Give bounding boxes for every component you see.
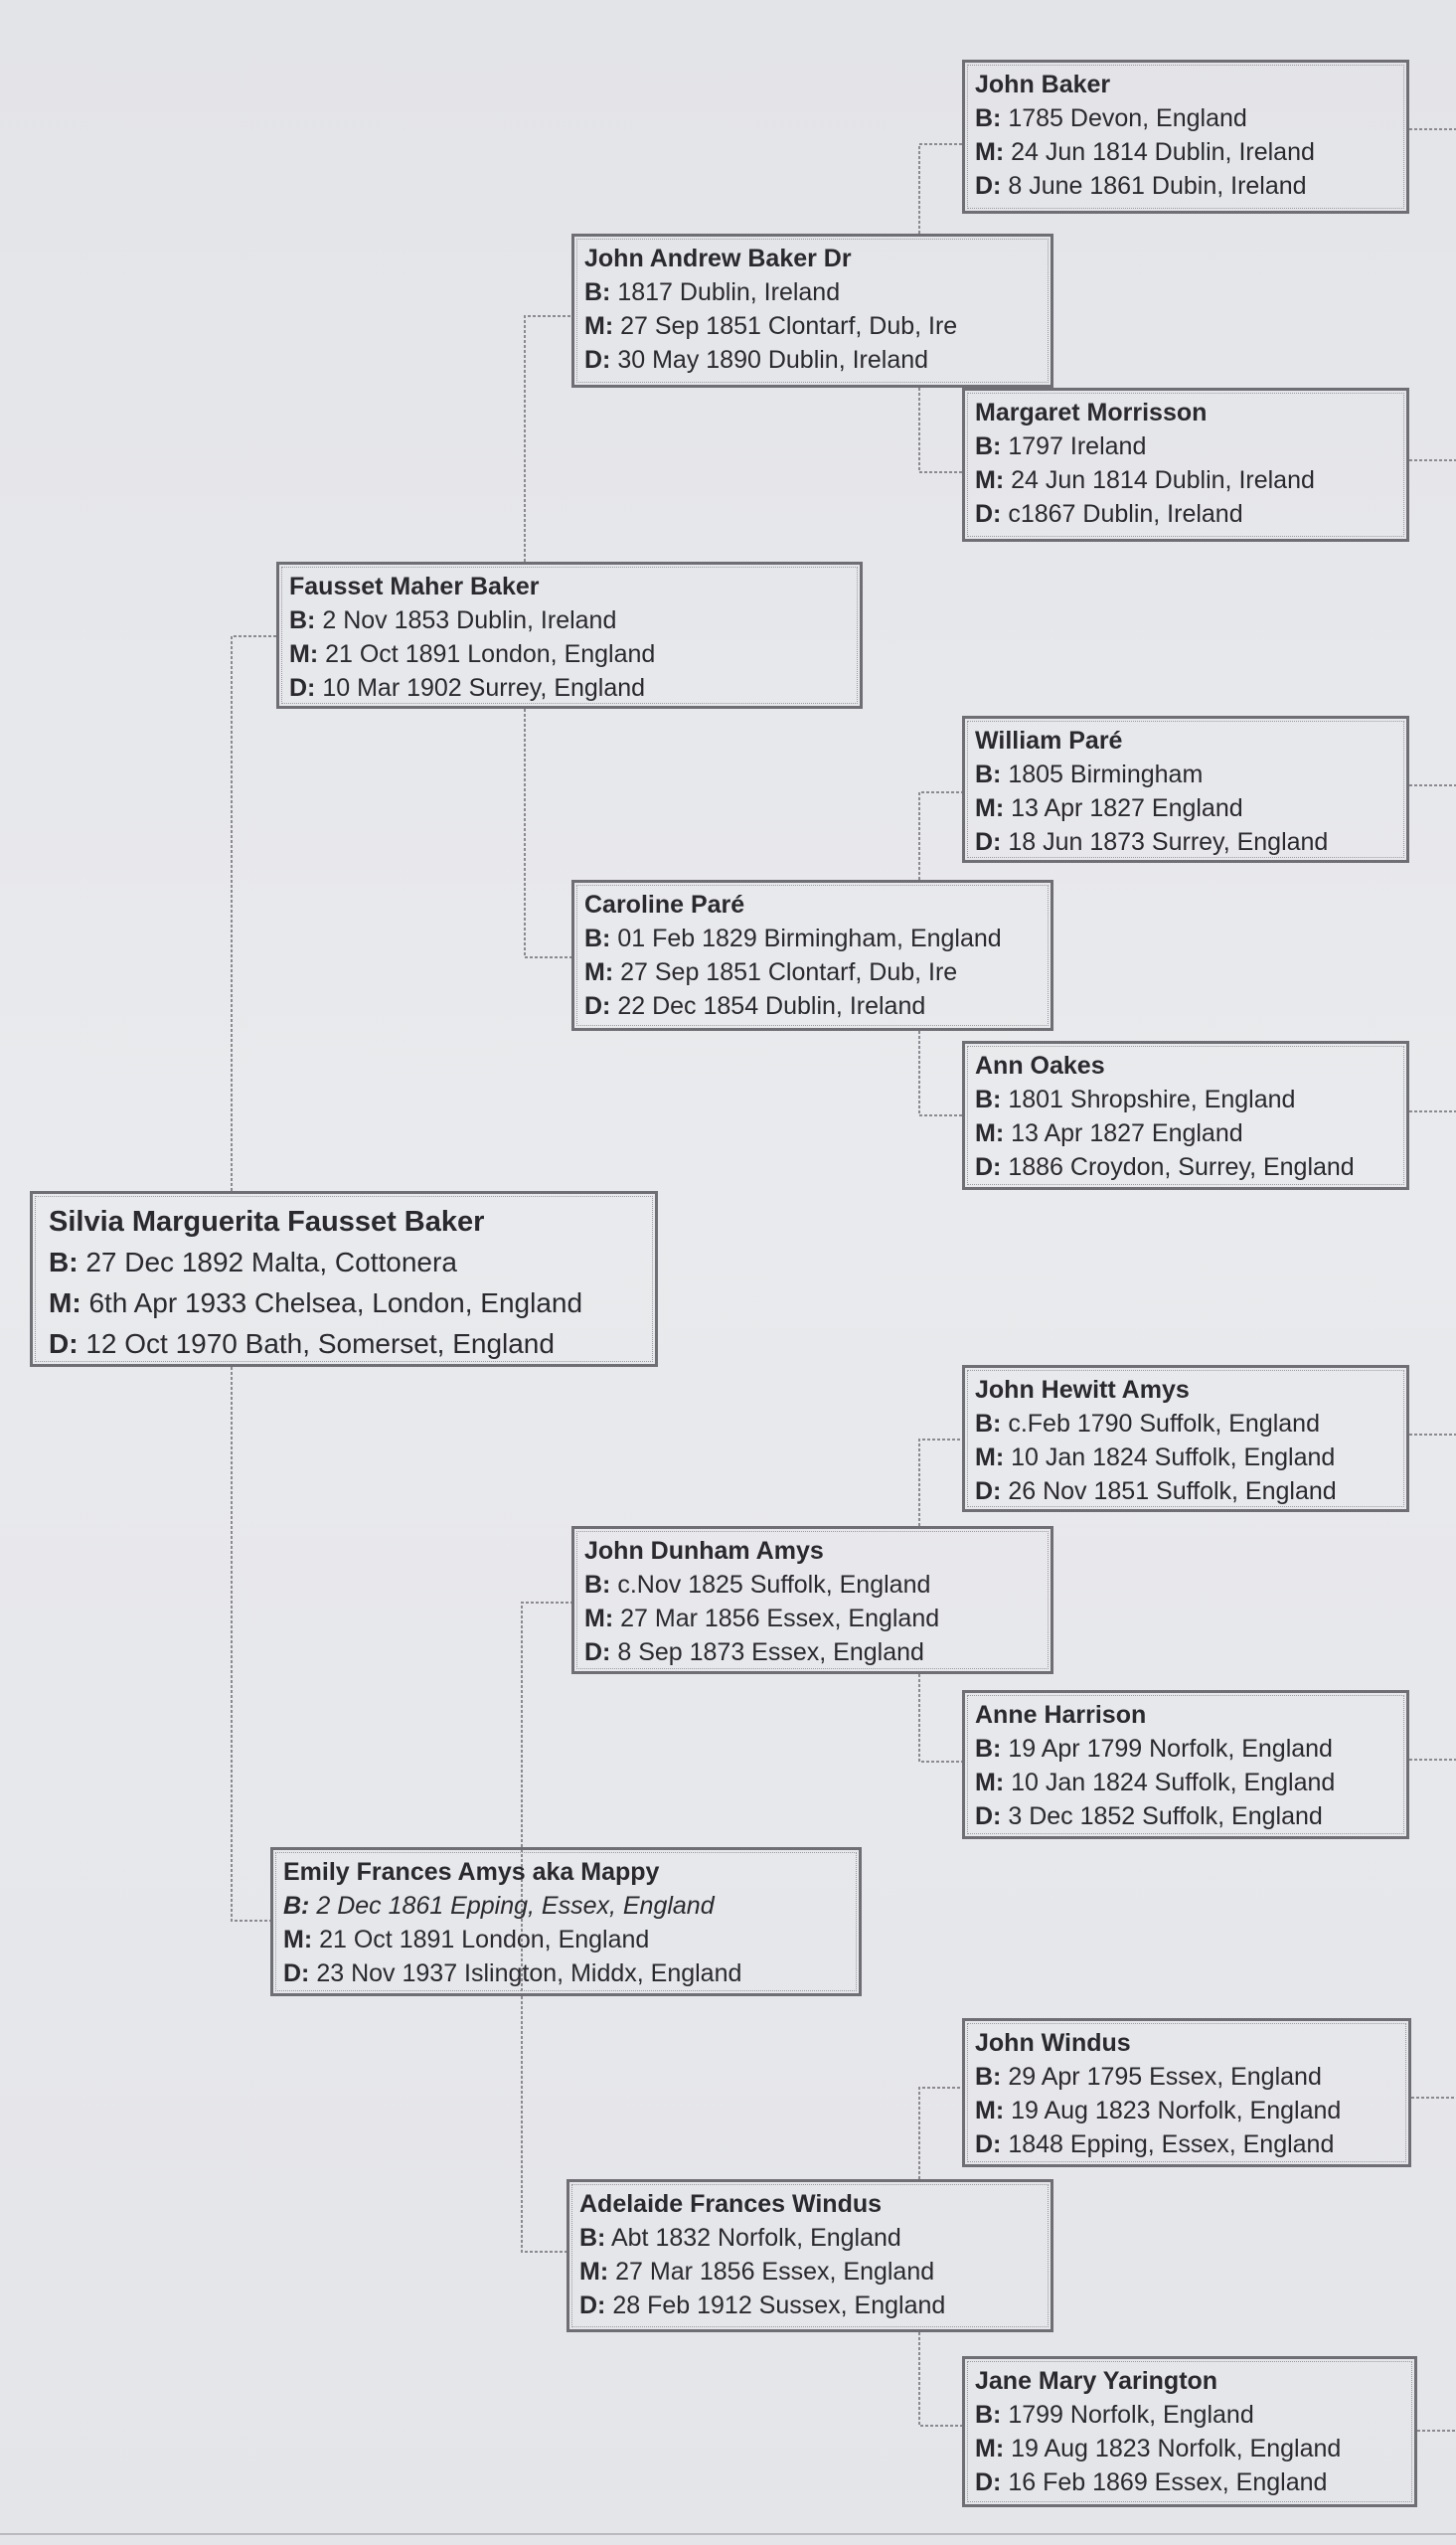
- marriage-prefix: M:: [975, 1443, 1005, 1471]
- birth-prefix: B:: [49, 1247, 79, 1277]
- person-death: [975, 2127, 1398, 2161]
- death-value: c1867 Dublin, Ireland: [1008, 500, 1243, 528]
- marriage-prefix: M:: [289, 640, 319, 668]
- person-death: [975, 2465, 1404, 2499]
- person-death: [49, 1323, 639, 1364]
- person-name: Adelaide Frances Windus: [579, 2190, 883, 2218]
- person-name: John Windus: [975, 2029, 1131, 2057]
- death-prefix: D:: [579, 2291, 606, 2319]
- person-card-caroline-pare: [571, 880, 1053, 1031]
- death-value: 1848 Epping, Essex, England: [1008, 2130, 1335, 2158]
- person-marriage: [584, 1602, 1041, 1635]
- person-card-john-hewitt-amys: [962, 1365, 1409, 1512]
- marriage-value: 27 Mar 1856 Essex, England: [615, 2258, 935, 2286]
- person-card-ann-oakes: [962, 1041, 1409, 1190]
- marriage-value: 10 Jan 1824 Suffolk, England: [1011, 1443, 1336, 1471]
- marriage-value: 19 Aug 1823 Norfolk, England: [1011, 2435, 1342, 2462]
- person-birth: [49, 1242, 639, 1282]
- connector-johnandrew-mother: [919, 388, 962, 472]
- marriage-prefix: M:: [283, 1926, 313, 1953]
- birth-value: 27 Dec 1892 Malta, Cottonera: [85, 1247, 457, 1277]
- death-value: 10 Mar 1902 Surrey, England: [322, 674, 646, 702]
- death-prefix: D:: [975, 1802, 1002, 1830]
- birth-prefix: B:: [975, 1410, 1002, 1438]
- person-death: [975, 497, 1396, 531]
- birth-value: 2 Dec 1861 Epping, Essex, England: [316, 1892, 715, 1920]
- death-value: 23 Nov 1937 Islington, Middx, England: [316, 1959, 742, 1987]
- birth-value: 1785 Devon, England: [1008, 104, 1247, 132]
- person-death: [975, 825, 1396, 859]
- birth-prefix: B:: [975, 1735, 1002, 1763]
- person-marriage: [975, 2432, 1404, 2465]
- person-card-william-pare: [962, 716, 1409, 863]
- person-death: [579, 2289, 1041, 2322]
- marriage-prefix: M:: [975, 2097, 1005, 2124]
- person-marriage: [579, 2255, 1041, 2289]
- birth-value: 1817 Dublin, Ireland: [617, 278, 841, 306]
- marriage-prefix: M:: [584, 958, 614, 986]
- death-value: 8 Sep 1873 Essex, England: [617, 1638, 924, 1666]
- person-death: [283, 1956, 849, 1990]
- person-death: [975, 1799, 1396, 1833]
- person-marriage: [584, 309, 1041, 343]
- death-prefix: D:: [975, 2468, 1002, 2496]
- marriage-prefix: M:: [49, 1287, 81, 1318]
- person-card-john-windus: [962, 2018, 1411, 2167]
- death-prefix: D:: [975, 1477, 1002, 1505]
- person-birth: [975, 2398, 1404, 2432]
- death-prefix: D:: [49, 1328, 79, 1359]
- person-card-john-baker: [962, 60, 1409, 214]
- person-birth: [584, 275, 1041, 309]
- connector-johndunham-mother: [919, 1674, 962, 1762]
- person-marriage: [975, 2094, 1398, 2127]
- death-value: 1886 Croydon, Surrey, England: [1008, 1153, 1355, 1181]
- marriage-value: 19 Aug 1823 Norfolk, England: [1011, 2097, 1342, 2124]
- connector-silvia-father: [232, 636, 276, 1191]
- person-name: Fausset Maher Baker: [289, 573, 540, 600]
- person-birth: [289, 603, 850, 637]
- death-prefix: D:: [975, 500, 1002, 528]
- person-birth: [975, 1407, 1396, 1441]
- marriage-prefix: M:: [579, 2258, 609, 2286]
- connector-adelaide-father: [919, 2088, 962, 2179]
- person-name: Emily Frances Amys aka Mappy: [283, 1858, 660, 1886]
- death-prefix: D:: [975, 1153, 1002, 1181]
- person-card-john-andrew-baker: [571, 234, 1053, 388]
- birth-value: 01 Feb 1829 Birmingham, England: [617, 925, 1002, 952]
- person-marriage: [283, 1923, 849, 1956]
- marriage-value: 24 Jun 1814 Dublin, Ireland: [1011, 466, 1315, 494]
- person-name: Margaret Morrisson: [975, 399, 1208, 426]
- birth-value: 1799 Norfolk, England: [1008, 2401, 1254, 2429]
- birth-prefix: B:: [584, 925, 611, 952]
- person-death: [289, 671, 850, 705]
- marriage-value: 27 Mar 1856 Essex, England: [620, 1605, 940, 1632]
- marriage-value: 21 Oct 1891 London, England: [325, 640, 656, 668]
- marriage-prefix: M:: [975, 2435, 1005, 2462]
- birth-prefix: B:: [584, 278, 611, 306]
- person-death: [975, 169, 1396, 203]
- person-birth: [584, 1568, 1041, 1602]
- birth-value: 1801 Shropshire, England: [1008, 1086, 1296, 1113]
- death-prefix: D:: [584, 346, 611, 374]
- person-card-adelaide-windus: [566, 2179, 1053, 2332]
- death-value: 16 Feb 1869 Essex, England: [1008, 2468, 1328, 2496]
- person-birth: [975, 429, 1396, 463]
- connector-johndunham-father: [919, 1440, 962, 1526]
- connector-caroline-mother: [919, 1031, 962, 1115]
- death-prefix: D:: [584, 992, 611, 1020]
- death-prefix: D:: [283, 1959, 310, 1987]
- birth-prefix: B:: [975, 2063, 1002, 2091]
- person-card-margaret-morrisson: [962, 388, 1409, 542]
- birth-prefix: B:: [975, 2401, 1002, 2429]
- connector-johnandrew-father: [919, 144, 962, 234]
- marriage-value: 24 Jun 1814 Dublin, Ireland: [1011, 138, 1315, 166]
- connector-caroline-father: [919, 792, 962, 880]
- person-name: John Andrew Baker Dr: [584, 245, 852, 272]
- death-value: 18 Jun 1873 Surrey, England: [1008, 828, 1329, 856]
- person-birth: [975, 2060, 1398, 2094]
- person-death: [584, 343, 1041, 377]
- marriage-prefix: M:: [584, 312, 614, 340]
- person-card-silvia-baker: [30, 1191, 658, 1367]
- birth-value: 1805 Birmingham: [1008, 761, 1204, 788]
- death-prefix: D:: [975, 828, 1002, 856]
- person-name: Anne Harrison: [975, 1701, 1147, 1729]
- page-edge: [0, 2533, 1456, 2535]
- birth-prefix: B:: [975, 1086, 1002, 1113]
- death-prefix: D:: [975, 2130, 1002, 2158]
- person-name: Silvia Marguerita Fausset Baker: [49, 1206, 485, 1238]
- birth-value: 29 Apr 1795 Essex, England: [1008, 2063, 1322, 2091]
- death-prefix: D:: [975, 172, 1002, 200]
- death-value: 3 Dec 1852 Suffolk, England: [1008, 1802, 1323, 1830]
- birth-prefix: B:: [584, 1571, 611, 1599]
- birth-prefix: B:: [975, 761, 1002, 788]
- marriage-value: 13 Apr 1827 England: [1011, 1119, 1243, 1147]
- person-birth: [975, 1083, 1396, 1116]
- person-name: William Paré: [975, 727, 1123, 755]
- connector-fausset-father: [525, 316, 571, 562]
- marriage-value: 27 Sep 1851 Clontarf, Dub, Ire: [620, 312, 958, 340]
- marriage-prefix: M:: [975, 1119, 1005, 1147]
- birth-value: 2 Nov 1853 Dublin, Ireland: [322, 606, 617, 634]
- person-card-jane-yarington: [962, 2356, 1417, 2507]
- death-value: 22 Dec 1854 Dublin, Ireland: [617, 992, 926, 1020]
- birth-value: c.Feb 1790 Suffolk, England: [1008, 1410, 1320, 1438]
- marriage-value: 27 Sep 1851 Clontarf, Dub, Ire: [620, 958, 958, 986]
- death-prefix: D:: [289, 674, 316, 702]
- marriage-prefix: M:: [975, 466, 1005, 494]
- person-birth: [975, 758, 1396, 791]
- marriage-prefix: M:: [975, 138, 1005, 166]
- person-card-fausset-maher-baker: [276, 562, 863, 709]
- connector-emily-mother: [522, 1996, 566, 2252]
- death-value: 28 Feb 1912 Sussex, England: [612, 2291, 946, 2319]
- person-marriage: [975, 1766, 1396, 1799]
- person-death: [584, 989, 1041, 1023]
- person-name: Ann Oakes: [975, 1052, 1105, 1080]
- death-value: 26 Nov 1851 Suffolk, England: [1008, 1477, 1337, 1505]
- person-marriage: [49, 1282, 639, 1323]
- marriage-value: 13 Apr 1827 England: [1011, 794, 1243, 822]
- birth-prefix: B:: [975, 432, 1002, 460]
- death-value: 8 June 1861 Dubin, Ireland: [1008, 172, 1307, 200]
- person-marriage: [975, 1441, 1396, 1474]
- birth-value: 1797 Ireland: [1008, 432, 1147, 460]
- person-marriage: [584, 955, 1041, 989]
- death-prefix: D:: [584, 1638, 611, 1666]
- birth-prefix: B:: [283, 1892, 310, 1920]
- person-death: [975, 1474, 1396, 1508]
- marriage-value: 10 Jan 1824 Suffolk, England: [1011, 1769, 1336, 1796]
- person-marriage: [975, 135, 1396, 169]
- person-name: Caroline Paré: [584, 891, 745, 919]
- person-name: John Hewitt Amys: [975, 1376, 1190, 1404]
- death-value: 30 May 1890 Dublin, Ireland: [617, 346, 929, 374]
- marriage-prefix: M:: [975, 1769, 1005, 1796]
- person-death: [975, 1150, 1396, 1184]
- person-birth: [579, 2221, 1041, 2255]
- death-value: 12 Oct 1970 Bath, Somerset, England: [85, 1328, 555, 1359]
- connector-silvia-mother: [232, 1367, 270, 1921]
- person-card-john-dunham-amys: [571, 1526, 1053, 1674]
- marriage-value: 21 Oct 1891 London, England: [319, 1926, 650, 1953]
- birth-value: Abt 1832 Norfolk, England: [610, 2224, 901, 2252]
- birth-prefix: B:: [289, 606, 316, 634]
- person-marriage: [975, 463, 1396, 497]
- birth-value: 19 Apr 1799 Norfolk, England: [1008, 1735, 1333, 1763]
- person-birth: [283, 1889, 849, 1923]
- person-birth: [584, 922, 1041, 955]
- person-name: John Baker: [975, 71, 1111, 98]
- birth-value: c.Nov 1825 Suffolk, England: [617, 1571, 931, 1599]
- birth-prefix: B:: [579, 2224, 606, 2252]
- person-death: [584, 1635, 1041, 1669]
- connector-fausset-mother: [525, 709, 571, 957]
- person-marriage: [975, 791, 1396, 825]
- person-birth: [975, 101, 1396, 135]
- marriage-prefix: M:: [584, 1605, 614, 1632]
- birth-prefix: B:: [975, 104, 1002, 132]
- marriage-value: 6th Apr 1933 Chelsea, London, England: [88, 1287, 583, 1318]
- person-card-anne-harrison: [962, 1690, 1409, 1839]
- person-name: John Dunham Amys: [584, 1537, 824, 1565]
- person-marriage: [289, 637, 850, 671]
- connector-adelaide-mother: [919, 2332, 962, 2426]
- person-card-emily-amys: [270, 1847, 862, 1996]
- marriage-prefix: M:: [975, 794, 1005, 822]
- person-marriage: [975, 1116, 1396, 1150]
- person-name: Jane Mary Yarington: [975, 2367, 1218, 2395]
- person-birth: [975, 1732, 1396, 1766]
